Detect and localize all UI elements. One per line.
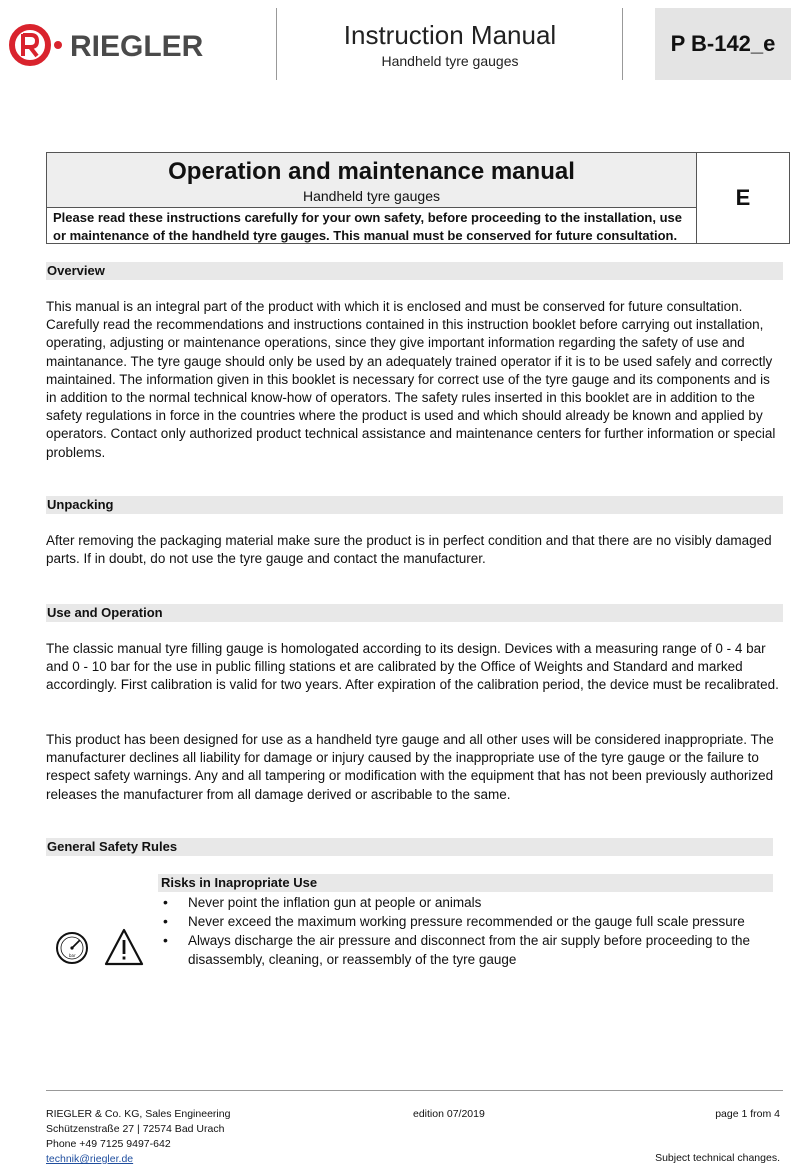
safety-note: Please read these instructions carefully for your own safety, before proceeding to the installation, use or maintenance of the handheld tyre gauges. This manual must be conserved for future consultation. bbox=[53, 210, 682, 243]
list-item: • Always discharge the air pressure and disconnect from the air supply before proceeding to the disassembly, cleaning, or reassembly of the tyre gauge bbox=[160, 931, 775, 969]
footer-address: Schützenstraße 27 | 72574 Bad Urach bbox=[46, 1123, 225, 1135]
riegler-logo bbox=[6, 20, 256, 70]
header-divider-left bbox=[276, 8, 277, 80]
risk-list bbox=[160, 893, 775, 969]
section-heading-safety: General Safety Rules bbox=[46, 838, 773, 856]
overview-text: This manual is an integral part of the product with which it is enclosed and must be conserved for future consultation. Carefully read the recommendations and instructions contained in this instruction booklet before carrying out installation, operating, adjusting or maintenance operations, since they give important information regarding the safety of use and maintanance. The tyre gauge should only be used by an adequately trained operator if it is to be used safely and correctly maintained. The information given in this booklet is necessary for correct use of the tyre gauge and its components and is in addition to the normal technical know-how of operators. The safety rules inserted in this booklet are in addition to the safety regulations in force in the countries where the product is used and which should already be known and applied by operators. Contact only authorized product technical assistance and maintenance centers for further information or special problems. bbox=[46, 299, 776, 460]
section-heading-use: Use and Operation bbox=[46, 604, 783, 622]
list-item: • Never point the inflation gun at people or animals bbox=[160, 893, 775, 912]
footer-phone: Phone +49 7125 9497-642 bbox=[46, 1138, 171, 1150]
footer-company: RIEGLER & Co. KG, Sales Engineering bbox=[46, 1108, 231, 1120]
section-heading-overview: Overview bbox=[46, 262, 783, 280]
footer-edition: edition 07/2019 bbox=[413, 1108, 485, 1120]
section-heading-unpacking: Unpacking bbox=[46, 496, 783, 514]
footer-disclaimer: Subject technical changes. bbox=[655, 1152, 780, 1164]
footer-company-block bbox=[46, 1107, 230, 1167]
pressure-gauge-icon bbox=[57, 933, 87, 963]
footer-email-link[interactable]: technik@riegler.de bbox=[46, 1153, 134, 1165]
language-code: E bbox=[735, 185, 751, 210]
header-title: Instruction Manual bbox=[343, 20, 557, 50]
header-divider-right bbox=[622, 8, 623, 80]
footer-page-number: page 1 from 4 bbox=[715, 1108, 780, 1120]
document-id: P B-142_e bbox=[655, 8, 791, 80]
title-box-divider bbox=[47, 207, 696, 208]
risk-heading: Risks in Inapropriate Use bbox=[158, 874, 773, 892]
list-item: • Never exceed the maximum working pressure recommended or the gauge full scale pressure bbox=[160, 912, 775, 931]
title-box-main bbox=[47, 153, 697, 243]
manual-title: Operation and maintenance manual bbox=[168, 158, 575, 185]
safety-icons bbox=[52, 924, 148, 970]
footer-divider bbox=[46, 1090, 783, 1091]
manual-subtitle: Handheld tyre gauges bbox=[303, 188, 440, 204]
title-box bbox=[46, 152, 790, 244]
svg-text:bar: bar bbox=[69, 953, 76, 958]
logo-text: RIEGLER bbox=[70, 30, 204, 63]
warning-triangle-icon bbox=[106, 930, 142, 964]
use-text-2: This product has been designed for use as a handheld tyre gauge and all other uses will be considered inappropriate. The manufacturer declines all liability for damage or injury caused by the inappropriate use of the tyre gauge or the failure to respect safety warnings. Any and all tampering or modification with the equipment that has not been previously authorized releases the manufacturer from all damage derived or ascribable to the same. bbox=[46, 732, 774, 802]
header-subtitle: Handheld tyre gauges bbox=[381, 53, 519, 69]
unpacking-text: After removing the packaging material make sure the product is in perfect condition and that there are no visibly damaged parts. If in doubt, do not use the tyre gauge and contact the manufacturer. bbox=[46, 533, 772, 567]
use-text-1: The classic manual tyre filling gauge is homologated according to its design. Devices with a measuring range of 0 - 4 bar and 0 - 10 bar for the use in public filling stations et are calibrated by the Office of Weights and Standard and marked accordingly. First calibration is valid for two years. After expiration of the calibration period, the device must be recalibrated. bbox=[46, 641, 779, 693]
